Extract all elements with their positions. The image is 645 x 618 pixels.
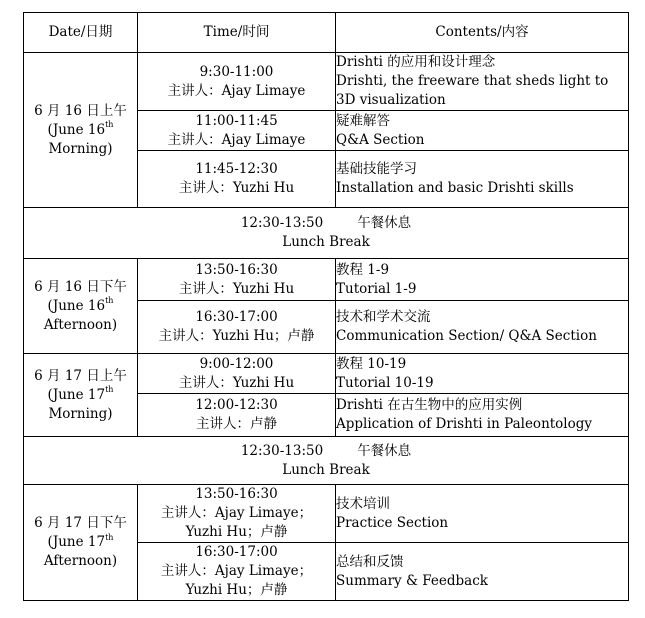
day-label-en-period: Afternoon)	[43, 553, 118, 569]
session-speaker: 主讲人：Yuzhi Hu	[178, 374, 295, 391]
content-cell	[336, 485, 629, 543]
contents-header: Contents/内容	[336, 13, 629, 53]
day-cell	[24, 259, 138, 354]
session-title-en: Communication Section/ Q&A Section	[336, 328, 597, 344]
session-title-en: Application of Drishti in Paleontology	[336, 416, 593, 432]
day-label-en: (June 16th	[47, 120, 114, 138]
time-cell	[138, 394, 336, 437]
session-time: 9:30-11:00	[199, 63, 274, 80]
time-cell	[138, 543, 336, 601]
day-cell	[24, 354, 138, 437]
time-cell	[138, 53, 336, 111]
lunch-time: 12:30-13:50	[240, 442, 324, 459]
session-speaker: 主讲人：Yuzhi Hu；卢静	[158, 328, 315, 344]
session-time: 11:00-11:45	[195, 112, 278, 129]
session-title-cn: 教程 10-19	[336, 355, 407, 372]
session-title-cn: Drishti 的应用和设计理念	[336, 54, 496, 70]
content-cell	[336, 543, 629, 601]
session-title-en: Drishti, the freeware that sheds light to 3D visualization	[336, 73, 609, 108]
session-row	[24, 354, 629, 394]
session-title-en: Summary & Feedback	[336, 572, 488, 589]
session-title-cn: 疑难解答	[336, 112, 390, 129]
day-label-en-period: Morning)	[48, 140, 113, 157]
day-label-cn: 6 月 17 日下午	[34, 515, 127, 531]
session-title-en: Installation and basic Drishti skills	[336, 180, 574, 196]
session-title-en: Practice Section	[336, 514, 449, 531]
session-speaker: 主讲人：卢静	[196, 416, 277, 432]
session-speaker: 主讲人：Yuzhi Hu	[178, 180, 295, 196]
lunch-row	[24, 437, 629, 485]
content-cell	[336, 151, 629, 208]
session-time: 13:50-16:30	[195, 261, 278, 278]
session-speaker: 主讲人：Ajay Limaye；	[160, 505, 313, 521]
lunch-label-en: Lunch Break	[282, 461, 370, 478]
schedule-table	[23, 12, 629, 601]
date-header: Date/日期	[24, 13, 138, 53]
session-speaker-continued: Yuzhi Hu；卢静	[185, 524, 288, 540]
time-cell	[138, 259, 336, 301]
content-cell	[336, 354, 629, 394]
content-cell	[336, 111, 629, 151]
session-title-en: Tutorial 10-19	[336, 374, 434, 391]
day-label-cn: 6 月 17 日上午	[34, 367, 127, 384]
session-row	[24, 259, 629, 301]
session-time: 12:00-12:30	[195, 397, 278, 413]
lunch-row	[24, 208, 629, 259]
session-speaker: 主讲人：Ajay Limaye	[167, 131, 306, 148]
session-title-en: Q&A Section	[336, 131, 425, 148]
session-speaker: 主讲人：Ajay Limaye	[167, 82, 306, 99]
content-cell	[336, 394, 629, 437]
session-time: 13:50-16:30	[195, 486, 278, 502]
day-label-en: (June 16th	[47, 296, 114, 314]
time-cell	[138, 111, 336, 151]
lunch-cell	[24, 208, 629, 259]
session-title-cn: 总结和反馈	[336, 553, 404, 570]
session-title-cn: 教程 1-9	[336, 261, 390, 278]
session-row	[24, 53, 629, 111]
time-cell	[138, 354, 336, 394]
day-cell	[24, 485, 138, 601]
header-row	[24, 13, 629, 53]
day-label-cn: 6 月 16 日下午	[34, 278, 127, 295]
session-title-cn: 技术培训	[336, 495, 390, 512]
session-time: 16:30-17:00	[195, 309, 278, 325]
day-label-en: (June 17th	[47, 532, 114, 550]
session-time: 9:00-12:00	[199, 355, 274, 372]
session-title-cn: Drishti 在古生物中的应用实例	[336, 397, 523, 413]
session-time: 11:45-12:30	[195, 161, 278, 177]
content-cell	[336, 53, 629, 111]
time-cell	[138, 151, 336, 208]
session-row	[24, 485, 629, 543]
day-label-en: (June 17th	[47, 385, 114, 403]
day-label-cn: 6 月 16 日上午	[34, 102, 127, 119]
session-title-cn: 基础技能学习	[336, 161, 417, 177]
session-speaker: 主讲人：Ajay Limaye；	[160, 563, 313, 579]
content-cell	[336, 259, 629, 301]
lunch-label-cn: 午餐休息	[357, 442, 412, 459]
session-title-cn: 技术和学术交流	[336, 309, 431, 325]
day-cell	[24, 53, 138, 208]
lunch-label-cn: 午餐休息	[357, 215, 412, 231]
session-title-en: Tutorial 1-9	[336, 280, 417, 297]
content-cell	[336, 301, 629, 354]
time-cell	[138, 301, 336, 354]
time-header: Time/时间	[138, 13, 336, 53]
day-label-en-period: Morning)	[48, 405, 113, 422]
lunch-label-en: Lunch Break	[282, 234, 370, 250]
session-time: 16:30-17:00	[195, 544, 278, 560]
session-speaker: 主讲人：Yuzhi Hu	[178, 280, 295, 297]
lunch-time: 12:30-13:50	[240, 215, 324, 231]
lunch-cell	[24, 437, 629, 485]
day-label-en-period: Afternoon)	[43, 316, 118, 333]
time-cell	[138, 485, 336, 543]
session-speaker-continued: Yuzhi Hu；卢静	[185, 582, 288, 598]
